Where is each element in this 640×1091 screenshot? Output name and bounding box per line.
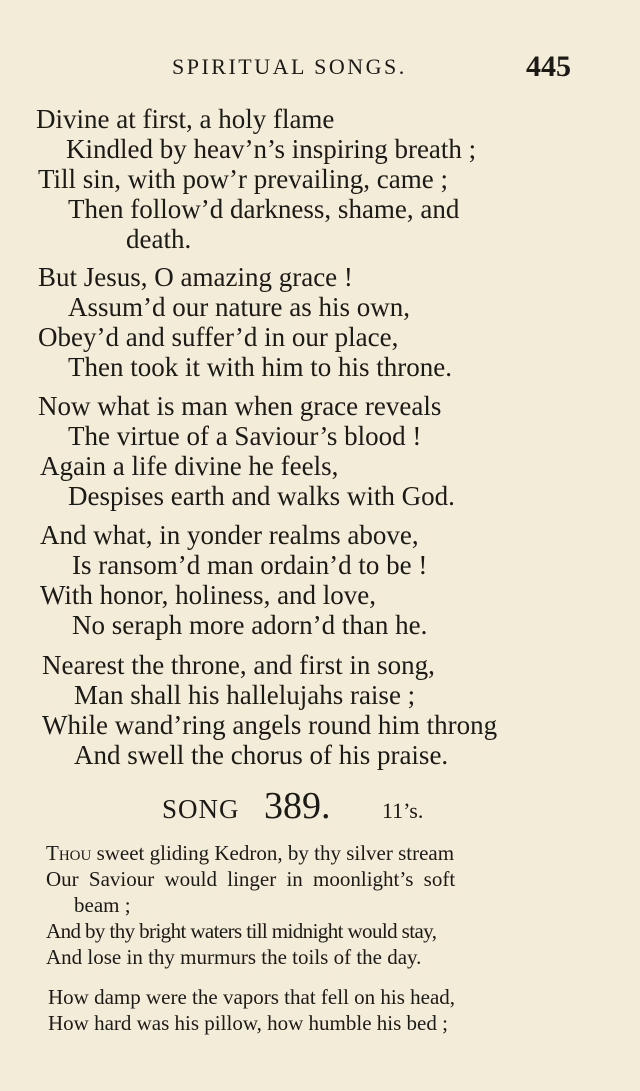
song-heading: [0, 785, 640, 828]
verse-line-rest: sweet gliding Kedron, by thy silver stream: [91, 841, 455, 865]
verse-line: Again a life divine he feels,: [40, 451, 339, 481]
verse-line: Obey’d and suffer’d in our place,: [38, 322, 399, 352]
verse-line: But Jesus, O amazing grace !: [38, 262, 353, 292]
verse-line: With honor, holiness, and love,: [40, 580, 377, 610]
verse-line: The virtue of a Saviour’s blood !: [68, 421, 422, 451]
verse-line: While wand’ring angels round him throng: [42, 710, 498, 740]
verse-line: Despises earth and walks with God.: [68, 481, 455, 511]
verse-line: And what, in yonder realms above,: [40, 520, 419, 550]
verse-line: Now what is man when grace reveals: [38, 391, 442, 421]
verse-line: Till sin, with pow’r prevailing, came ;: [38, 164, 448, 194]
verse-line: Assum’d our nature as his own,: [68, 292, 410, 322]
verse-line: [46, 840, 454, 866]
running-title: SPIRITUAL SONGS.: [172, 54, 407, 79]
verse-line: beam ;: [74, 893, 131, 917]
verse-line: Is ransom’d man ordain’d to be !: [72, 550, 428, 580]
verse-line: Kindled by heav’n’s inspiring breath ;: [66, 134, 477, 164]
verse-line: No seraph more adorn’d than he.: [72, 610, 428, 640]
running-head: [0, 50, 640, 82]
song-meter: 11’s.: [382, 798, 424, 823]
verse-line: How hard was his pillow, how humble his bed ;: [48, 1011, 448, 1035]
verse-line: And swell the chorus of his praise.: [74, 740, 449, 770]
verse-line: Nearest the throne, and first in song,: [42, 650, 435, 680]
verse-line: And by thy bright waters till midnight would stay,: [46, 919, 437, 943]
verse-line: Then follow’d darkness, shame, and: [68, 194, 460, 224]
verse-line: Divine at first, a holy flame: [36, 104, 335, 134]
verse-line: Our Saviour would linger in moonlight’s soft: [46, 867, 456, 891]
verse-line: How damp were the vapors that fell on his head,: [48, 985, 456, 1009]
verse-line: And lose in thy murmurs the toils of the day.: [46, 945, 422, 969]
song-number: 389.: [264, 785, 331, 827]
verse-line: death.: [126, 224, 192, 254]
verse-line: Man shall his hallelujahs raise ;: [74, 680, 416, 710]
page-number: 445: [526, 50, 571, 83]
verse-line: Then took it with him to his throne.: [68, 352, 452, 382]
song-label: SONG: [162, 794, 240, 824]
first-word: Thou: [46, 841, 92, 865]
